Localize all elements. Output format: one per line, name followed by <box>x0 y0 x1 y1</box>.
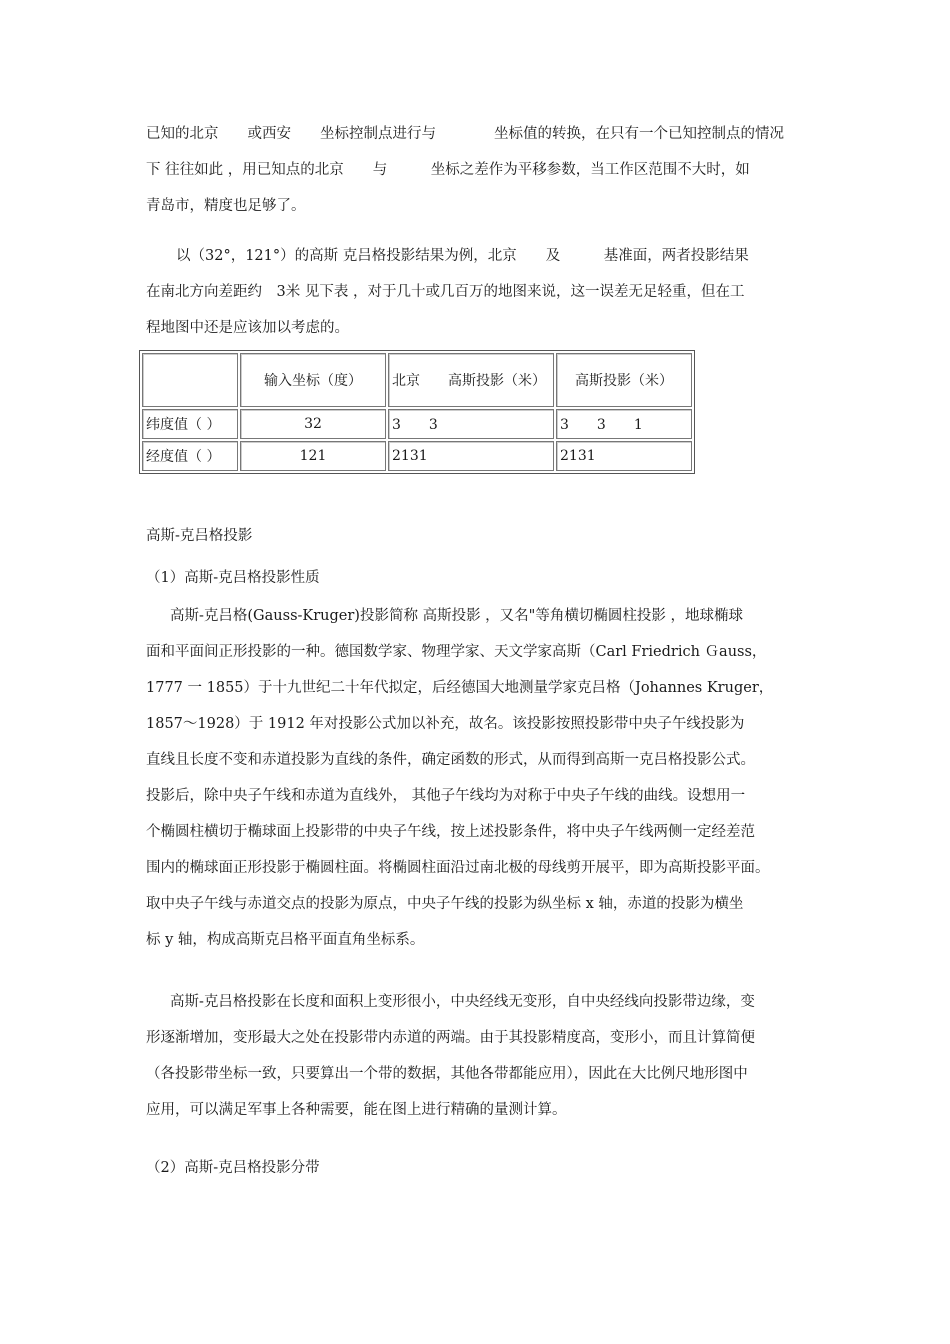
text-line: 高斯-克吕格(Gauss-Kruger)投影简称 高斯投影 ，又名"等角横切椭圆柱投影 ，地球椭球 <box>170 608 743 624</box>
table-header-cell: 高斯投影（米） <box>556 353 692 407</box>
table-header-row <box>142 353 692 407</box>
table-header-cell: 输入坐标（度） <box>240 353 386 407</box>
paragraph-coordinate-conversion <box>146 116 806 224</box>
table-cell: 3 3 1 <box>556 409 692 439</box>
table-header-cell: 北京 高斯投影（米） <box>388 353 554 407</box>
subsection-title-zoning: （2）高斯-克吕格投影分带 <box>146 1160 320 1176</box>
paragraph-deformation <box>146 984 806 1128</box>
text-line: 高斯-克吕格投影在长度和面积上变形很小，中央经线无变形，自中央经线向投影带边缘，变 <box>170 994 755 1010</box>
table-row <box>142 409 692 439</box>
text-line: 投影后，除中央子午线和赤道为直线外， 其他子午线均为对称于中央子午线的曲线。设想用一 <box>146 788 746 804</box>
text-line: 取中央子午线与赤道交点的投影为原点，中央子午线的投影为纵坐标 x 轴，赤道的投影为横坐 <box>146 896 744 912</box>
subsection-title-properties: （1）高斯-克吕格投影性质 <box>146 570 320 586</box>
text-line: 形逐渐增加，变形最大之处在投影带内赤道的两端。由于其投影精度高，变形小，而且计算简便 <box>146 1030 755 1046</box>
text-line: 1777 一 1855）于十九世纪二十年代拟定，后经德国大地测量学家克吕格（Johannes Kruger， <box>146 680 774 696</box>
table-cell: 经度值（ ） <box>142 441 238 471</box>
text-line: （各投影带坐标一致，只要算出一个带的数据，其他各带都能应用），因此在大比例尺地形图中 <box>146 1066 748 1082</box>
text-line: 标 y 轴，构成高斯克吕格平面直角坐标系。 <box>146 932 425 948</box>
text-line: 个椭圆柱横切于椭球面上投影带的中央子午线，按上述投影条件，将中央子午线两侧一定经差范 <box>146 824 755 840</box>
text-line: 青岛市，精度也足够了。 <box>146 198 306 214</box>
text-line: 直线且长度不变和赤道投影为直线的条件，确定函数的形式，从而得到高斯一克吕格投影公式。 <box>146 752 755 768</box>
table-header-cell <box>142 353 238 407</box>
table-cell: 121 <box>240 441 386 471</box>
projection-comparison-table <box>139 350 695 474</box>
table-cell: 32 <box>240 409 386 439</box>
text-line: 程地图中还是应该加以考虑的。 <box>146 320 349 336</box>
table-cell: 3 3 <box>388 409 554 439</box>
table-row <box>142 441 692 471</box>
section-title: 高斯-克吕格投影 <box>146 528 253 544</box>
text-line: 已知的北京 或西安 坐标控制点进行与 坐标值的转换，在只有一个已知控制点的情况 <box>146 126 784 142</box>
paragraph-gauss-kruger-properties <box>146 598 806 958</box>
text-line: 下 往往如此 ，用已知点的北京 与 坐标之差作为平移参数，当工作区范围不大时，如 <box>146 162 750 178</box>
table-cell: 纬度值（ ） <box>142 409 238 439</box>
text-line: 1857～1928）于 1912 年对投影公式加以补充，故名。该投影按照投影带中央子午线投影为 <box>146 716 745 732</box>
paragraph-projection-example <box>146 238 806 346</box>
text-line: 面和平面间正形投影的一种。德国数学家、物理学家、天文学家高斯（Carl Friedrich Ｇauss， <box>146 644 767 660</box>
text-line: 在南北方向差距约 3米 见下表 ，对于几十或几百万的地图来说，这一误差无足轻重，但在工 <box>146 284 745 300</box>
table-cell: 2131 <box>388 441 554 471</box>
text-line: 以（32°，121°）的高斯 克吕格投影结果为例，北京 及 基准面，两者投影结果 <box>176 248 749 264</box>
table-cell: 2131 <box>556 441 692 471</box>
text-line: 围内的椭球面正形投影于椭圆柱面。将椭圆柱面沿过南北极的母线剪开展平，即为高斯投影平面。 <box>146 860 770 876</box>
text-line: 应用，可以满足军事上各种需要，能在图上进行精确的量测计算。 <box>146 1102 567 1118</box>
